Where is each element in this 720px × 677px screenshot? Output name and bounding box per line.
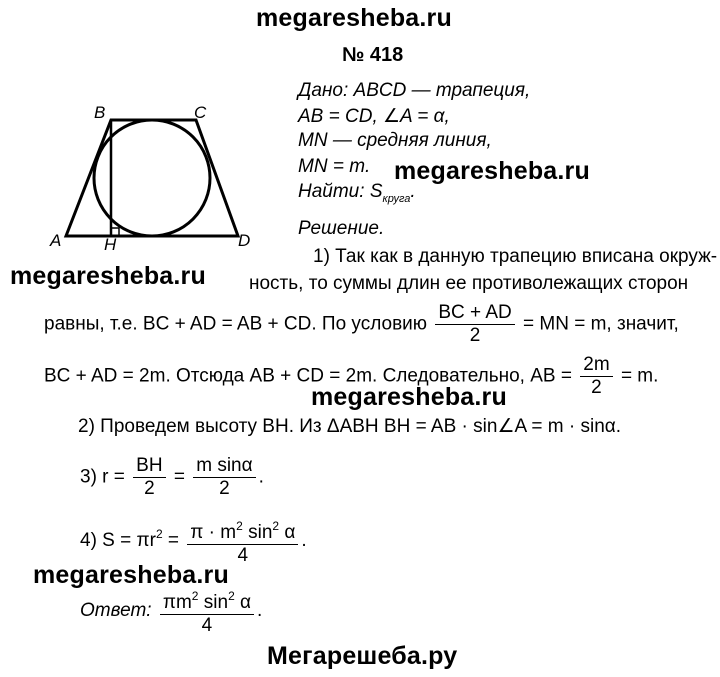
watermark-bottom-cyrillic: Мегарешеба.ру xyxy=(267,642,458,670)
fraction-area-den: 4 xyxy=(237,545,249,566)
label-a: A xyxy=(50,231,62,250)
solution-label: Решение. xyxy=(298,218,385,239)
watermark-center: megaresheba.ru xyxy=(311,383,507,411)
given-line-3: MN — средняя линия, xyxy=(298,130,492,151)
answer-num-sup1: 2 xyxy=(191,589,199,603)
answer-label: Ответ xyxy=(80,600,147,622)
step1-line1: 1) Так как в данную трапецию вписана окруж- xyxy=(313,246,718,267)
label-h: H xyxy=(104,235,117,250)
step1-line4 xyxy=(44,354,658,399)
area-num-sup2: 2 xyxy=(272,519,280,533)
given-text-1: ABCD — трапеция, xyxy=(353,80,531,101)
step1-line2: ность, то суммы длин ее противолежащих сторон xyxy=(249,273,689,294)
watermark-left: megaresheba.ru xyxy=(10,262,206,290)
find-line: Найти: $S_{круга}$. xyxy=(298,181,416,205)
step1-text-3a: равны, т.е. BC + AD = AB + CD. По условию xyxy=(44,313,428,335)
given-line-4: MN = m. xyxy=(298,156,371,177)
fraction-2m-num: 2m xyxy=(580,354,612,377)
step1-text-3b: = MN = m, значит, xyxy=(523,313,679,335)
fraction-bh-den: 2 xyxy=(144,478,155,499)
fraction-bc-ad-den: 2 xyxy=(469,325,481,346)
fraction-bh-num: BH xyxy=(133,455,165,478)
step3-line xyxy=(80,455,264,500)
fraction-2m xyxy=(580,354,612,399)
label-c: C xyxy=(194,103,207,122)
fraction-answer-den: 4 xyxy=(201,615,213,636)
label-d: D xyxy=(238,231,251,250)
answer-num-a: πm xyxy=(162,592,192,613)
watermark-top: megaresheba.ru xyxy=(256,4,452,32)
answer-num-c: α xyxy=(234,592,252,613)
fraction-area-num xyxy=(187,515,298,545)
trapezoid-figure xyxy=(40,100,300,250)
fraction-answer-num xyxy=(160,585,254,615)
step4-lead: 4) S = πr xyxy=(80,530,156,552)
watermark-mid-right: megaresheba.ru xyxy=(394,157,590,185)
fraction-msin-den: 2 xyxy=(219,478,230,499)
label-b: B xyxy=(94,103,106,122)
find-label: Найти xyxy=(298,181,360,202)
answer-num-sup2: 2 xyxy=(228,589,235,603)
step1-line3 xyxy=(44,302,679,347)
fraction-answer xyxy=(160,585,254,637)
step1-text-4a: BC + AD = 2m. Отсюда AB + CD = 2m. Следовательно, AB = xyxy=(44,365,572,387)
step3-end: . xyxy=(258,466,264,488)
fraction-bc-ad-num: BC + AD xyxy=(435,302,514,325)
find-s: S xyxy=(369,181,383,202)
step2-line: 2) Проведем высоту BH. Из ΔABH BH = AB · sin∠A = m · sinα. xyxy=(78,416,622,437)
step4-end: . xyxy=(301,530,307,552)
find-subscript: круга xyxy=(382,192,411,205)
fraction-msin-num: m sinα xyxy=(193,455,255,478)
answer-line: Ответ: $\frac{\pi m^2 \sin^2 \alpha}{4}$ . xyxy=(80,585,262,637)
given-line-2: AB = CD, ∠A = α, xyxy=(298,106,450,127)
area-num-c: α xyxy=(279,522,296,543)
fraction-bh xyxy=(133,455,165,500)
fraction-2m-den: 2 xyxy=(591,377,602,398)
area-num-sup1: 2 xyxy=(236,519,243,533)
problem-number: № 418 xyxy=(342,44,404,66)
find-end: . xyxy=(410,181,416,202)
answer-end: . xyxy=(257,600,263,622)
step1-text-4b: = m. xyxy=(620,365,659,387)
fraction-msin xyxy=(193,455,255,500)
step3-lead: 3) r = xyxy=(80,466,125,488)
fraction-bc-ad xyxy=(435,302,514,347)
area-num-a: π · m xyxy=(190,522,237,543)
given-line-1: Дано: ABCD — трапеция, xyxy=(298,80,531,101)
step4-eq: = xyxy=(167,530,180,552)
step4-sup: 2 xyxy=(155,527,163,542)
fraction-area xyxy=(187,515,298,567)
step3-eq: = xyxy=(173,466,185,488)
trapezoid xyxy=(66,120,238,236)
watermark-bottom-left: megaresheba.ru xyxy=(33,561,229,589)
step4-line xyxy=(80,515,307,567)
answer-num-b: sin xyxy=(198,592,229,613)
area-num-b: sin xyxy=(242,522,273,543)
given-label: Дано xyxy=(298,80,343,101)
